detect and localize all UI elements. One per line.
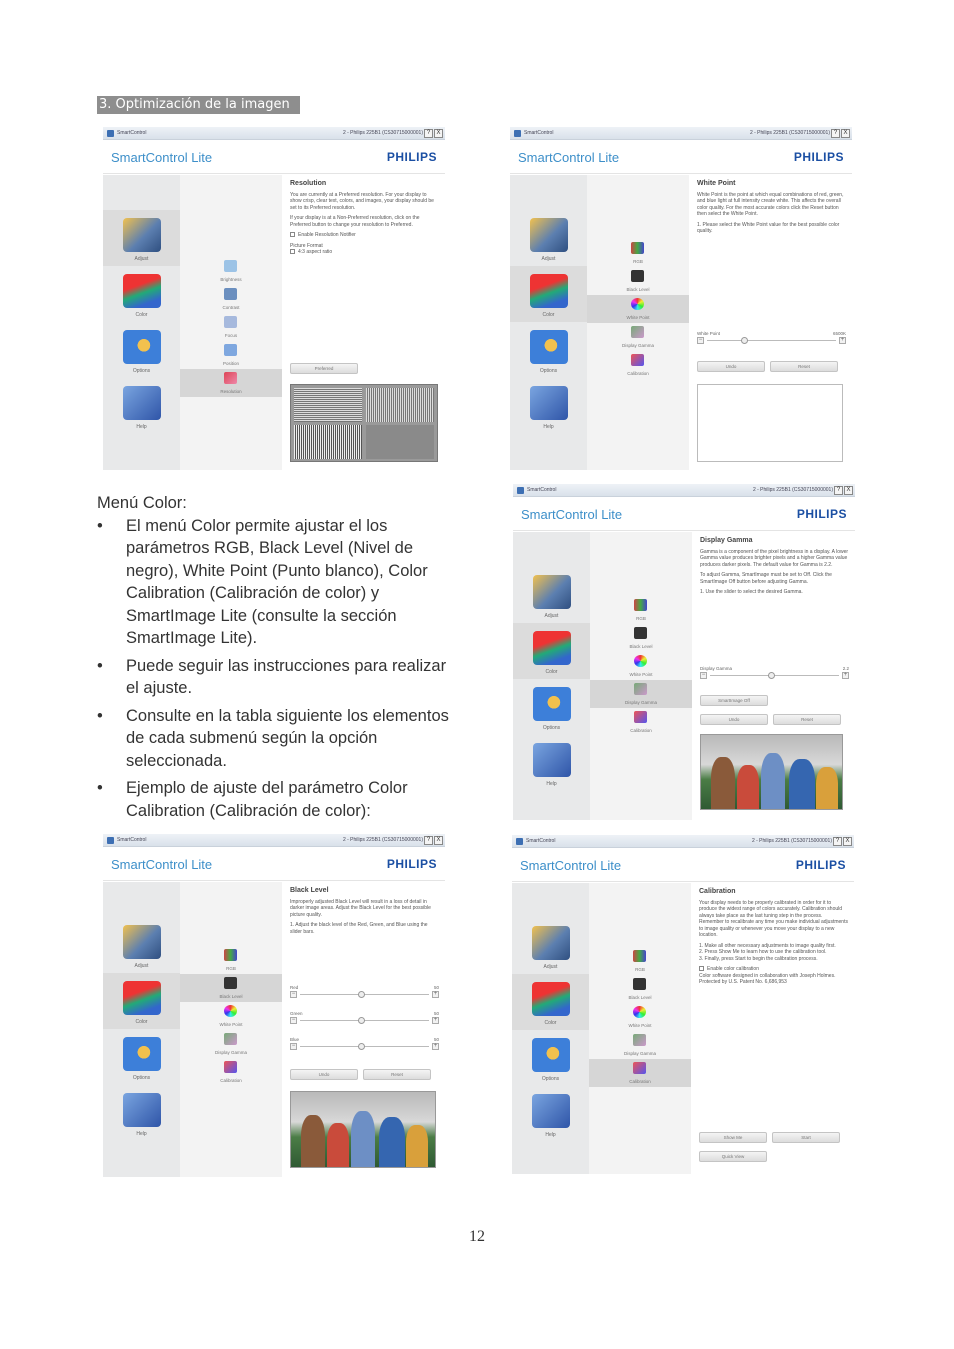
resolution-notifier-checkbox[interactable]: Enable Resolution Notifier xyxy=(290,232,439,239)
subnav-calibration[interactable]: Calibration xyxy=(587,351,689,379)
nav-item-color[interactable]: Color xyxy=(512,974,589,1030)
preferred-button[interactable]: Preferred xyxy=(290,363,358,374)
black-level-icon xyxy=(631,270,644,282)
sub-nav xyxy=(180,882,282,1177)
subnav-rgb[interactable]: RGB xyxy=(587,239,689,267)
checkbox[interactable] xyxy=(699,966,704,971)
title-bar xyxy=(510,127,852,140)
options-icon xyxy=(123,1037,161,1071)
color-icon xyxy=(123,274,161,308)
window-title: SmartControl xyxy=(117,837,147,843)
increase-button[interactable]: + xyxy=(840,337,845,343)
main-nav xyxy=(513,532,590,820)
nav-item-color[interactable]: Color xyxy=(513,623,590,679)
adjust-icon xyxy=(533,575,571,609)
panel-step: 1. Adjust the black level of the Red, Green, and Blue using the slider bars. xyxy=(290,922,428,935)
smartcontrol-window-blacklevel xyxy=(103,834,445,1177)
subnav-calibration[interactable]: Calibration xyxy=(590,708,692,736)
main-nav xyxy=(103,175,180,470)
subnav-display-gamma[interactable]: Display Gamma xyxy=(587,323,689,351)
person xyxy=(789,759,815,809)
subnav-focus[interactable]: Focus xyxy=(180,313,282,341)
app-icon xyxy=(516,838,523,845)
adjust-icon xyxy=(532,926,570,960)
white-point-icon xyxy=(634,655,647,667)
white-point-icon xyxy=(631,298,644,310)
window-title: SmartControl xyxy=(524,130,554,136)
philips-logo: PHILIPS xyxy=(793,150,844,164)
focus-icon xyxy=(224,316,237,328)
options-icon xyxy=(532,1038,570,1072)
decrease-button[interactable]: − xyxy=(291,1017,296,1023)
white-point-icon xyxy=(633,1006,646,1018)
subnav-white-point[interactable]: White Point xyxy=(587,295,689,323)
brand-name: SmartControl Lite xyxy=(111,857,213,872)
app-icon xyxy=(107,837,114,844)
person xyxy=(761,753,785,809)
rgb-icon xyxy=(631,242,644,254)
subnav-position[interactable]: Position xyxy=(180,341,282,369)
green-slider[interactable]: Green 50 − + xyxy=(290,1011,439,1023)
blue-slider[interactable]: Blue 50 − + xyxy=(290,1037,439,1049)
checkbox[interactable] xyxy=(290,249,295,254)
subnav-rgb[interactable]: RGB xyxy=(180,946,282,974)
display-gamma-icon xyxy=(631,326,644,338)
subnav-white-point[interactable]: White Point xyxy=(590,652,692,680)
display-gamma-icon xyxy=(224,1033,237,1045)
section-heading: Menú Color: xyxy=(97,494,187,512)
show-me-button[interactable]: Show Me xyxy=(699,1132,767,1143)
window-title: SmartControl xyxy=(117,130,147,136)
subnav-white-point[interactable]: White Point xyxy=(180,1002,282,1030)
close-button[interactable]: X xyxy=(434,836,443,845)
subnav-rgb[interactable]: RGB xyxy=(589,947,691,975)
nav-item-color[interactable]: Color xyxy=(510,266,587,322)
panel-title: Display Gamma xyxy=(700,537,753,544)
nav-item-help[interactable]: Help xyxy=(103,1085,180,1141)
content-panel xyxy=(697,181,846,470)
window-title: SmartControl xyxy=(526,838,556,844)
undo-button[interactable]: Undo xyxy=(290,1069,358,1080)
app-icon xyxy=(517,487,524,494)
brand-name: SmartControl Lite xyxy=(518,150,620,165)
color-icon xyxy=(530,274,568,308)
start-button[interactable]: Start xyxy=(772,1132,840,1143)
position-icon xyxy=(224,344,237,356)
panel-title: White Point xyxy=(697,180,736,187)
help-button[interactable]: ? xyxy=(424,129,433,138)
person xyxy=(711,757,735,809)
panel-text: Protected by U.S. Patent No. 6,686,953 xyxy=(699,979,787,985)
aspect-ratio-checkbox[interactable]: 4:3 aspect ratio xyxy=(290,249,439,256)
philips-logo: PHILIPS xyxy=(386,857,437,871)
close-button[interactable]: X xyxy=(843,837,852,846)
calibration-icon xyxy=(634,711,647,723)
help-icon xyxy=(532,1094,570,1128)
nav-item-options[interactable]: Options xyxy=(513,679,590,735)
picture-format-label: Picture Format xyxy=(290,242,323,249)
help-icon xyxy=(123,1093,161,1127)
brightness-icon xyxy=(224,260,237,272)
slider-knob[interactable] xyxy=(741,337,748,344)
brand-name: SmartControl Lite xyxy=(111,150,213,165)
sample-photo xyxy=(290,1091,436,1168)
smartcontrol-window-whitepoint xyxy=(510,127,852,470)
person xyxy=(737,765,759,809)
panel-text: White Point is the point at which equal combinations of red, green, and blue light at full intensity create white. This affects the overall color quality. For the most accurate colors click the Reset button then select the White Point. xyxy=(697,191,844,217)
app-header xyxy=(510,140,852,174)
nav-item-adjust[interactable]: Adjust xyxy=(103,917,180,973)
main-nav xyxy=(103,882,180,1177)
smartimage-off-button[interactable]: SmartImage Off xyxy=(700,695,768,706)
close-button[interactable]: X xyxy=(844,486,853,495)
panel-title: Resolution xyxy=(290,180,327,187)
nav-item-options[interactable]: Options xyxy=(103,322,180,378)
increase-button[interactable]: + xyxy=(433,991,438,997)
undo-button[interactable]: Undo xyxy=(700,714,768,725)
checkbox[interactable] xyxy=(290,232,295,237)
resolution-preview xyxy=(290,384,438,462)
nav-item-adjust[interactable]: Adjust xyxy=(513,567,590,623)
panel-text: Gamma is a component of the pixel brightness in a display. A lower Gamma value produces brighter pixels and a higher Gamma value produces darker pixels. The default value for Gamma is 2.2. xyxy=(700,548,849,568)
panel-step: 1. Use the slider to select the desired Gamma. xyxy=(700,589,803,595)
subnav-display-gamma[interactable]: Display Gamma xyxy=(590,680,692,708)
subnav-calibration[interactable]: Calibration xyxy=(589,1059,691,1087)
subnav-brightness[interactable]: Brightness xyxy=(180,257,282,285)
subnav-black-level[interactable]: Black Level xyxy=(587,267,689,295)
person xyxy=(301,1115,325,1167)
white-point-slider[interactable]: White Point 6500K − + xyxy=(697,331,846,343)
black-level-icon xyxy=(224,977,237,989)
subnav-display-gamma[interactable]: Display Gamma xyxy=(589,1031,691,1059)
panel-step: 1. Please select the White Point value for the best possible color quality. xyxy=(697,221,840,234)
nav-item-help[interactable]: Help xyxy=(512,1086,589,1142)
subnav-white-point[interactable]: White Point xyxy=(589,1003,691,1031)
rgb-icon xyxy=(634,599,647,611)
app-header xyxy=(512,848,854,882)
section-title: 3. Optimización de la imagen xyxy=(97,96,300,114)
window-title: SmartControl xyxy=(527,487,557,493)
white-point-icon xyxy=(224,1005,237,1017)
brand-name: SmartControl Lite xyxy=(521,507,623,522)
display-gamma-icon xyxy=(634,683,647,695)
adjust-icon xyxy=(530,218,568,252)
options-icon xyxy=(123,330,161,364)
content-panel xyxy=(290,181,439,470)
bullet-item: • Puede seguir las instrucciones para realizar el ajuste. xyxy=(97,655,462,700)
increase-button[interactable]: + xyxy=(843,672,848,678)
subnav-black-level[interactable]: Black Level xyxy=(180,974,282,1002)
smartcontrol-window-resolution xyxy=(103,127,445,470)
content-panel xyxy=(699,889,848,1174)
nav-item-color[interactable]: Color xyxy=(103,973,180,1029)
help-button[interactable]: ? xyxy=(424,836,433,845)
contrast-icon xyxy=(224,288,237,300)
panel-text: Your display needs to be properly calibrated in order for it to produce the widest range of colors accurately. Calibration should always take place as the last tuning step in the process. Remember to recalibrate any time you make individual adjustments to image quality or whenever you move your display to a new location. xyxy=(699,899,848,938)
nav-item-options[interactable]: Options xyxy=(510,322,587,378)
person xyxy=(351,1111,375,1167)
preview-pattern xyxy=(366,388,434,422)
close-button[interactable]: X xyxy=(434,129,443,138)
resolution-icon xyxy=(224,372,237,384)
panel-text: Color software designed in collaboration with Joseph Holmes. xyxy=(699,972,836,979)
title-bar xyxy=(103,834,445,847)
title-bar xyxy=(103,127,445,140)
person xyxy=(379,1117,405,1167)
title-bar xyxy=(513,484,855,497)
panel-text: Improperly adjusted Black Level will result in a loss of detail in darker image areas. Adjust the Black Level for the best possible picture quality. xyxy=(290,898,431,918)
options-icon xyxy=(530,330,568,364)
slider-knob[interactable] xyxy=(358,1043,365,1050)
panel-title: Calibration xyxy=(699,888,736,895)
monitor-id: 2 - Philips 225B1 (CS30715000001) xyxy=(752,487,833,493)
slider-track[interactable] xyxy=(707,340,836,341)
enable-calibration-checkbox[interactable]: Enable color calibration xyxy=(699,966,848,973)
preview-pattern xyxy=(294,388,362,422)
person xyxy=(816,767,838,809)
sub-nav xyxy=(180,175,282,470)
main-nav xyxy=(512,883,589,1174)
panel-step: 1. Make all other necessary adjustments to image quality first. xyxy=(699,942,836,949)
smartcontrol-window-gamma xyxy=(513,484,855,820)
decrease-button[interactable]: − xyxy=(698,337,703,343)
panel-step: 2. Press Show Me to learn how to use the calibration tool. xyxy=(699,949,827,955)
slider-knob[interactable] xyxy=(358,1017,365,1024)
panel-text: To adjust Gamma, SmartImage must be set to Off. Click the SmartImage Off button before adjusting Gamma. xyxy=(700,572,832,585)
slider-knob[interactable] xyxy=(358,991,365,998)
title-bar xyxy=(512,835,854,848)
slider-knob[interactable] xyxy=(768,672,775,679)
color-icon xyxy=(123,981,161,1015)
nav-item-adjust[interactable]: Adjust xyxy=(103,210,180,266)
increase-button[interactable]: + xyxy=(433,1043,438,1049)
app-icon xyxy=(107,130,114,137)
monitor-id: 2 - Philips 225B1 (CS30715000001) xyxy=(342,130,423,136)
color-preview-box xyxy=(697,384,843,462)
help-button[interactable]: ? xyxy=(833,837,842,846)
monitor-id: 2 - Philips 225B1 (CS30715000001) xyxy=(751,838,832,844)
quick-view-button[interactable]: Quick View xyxy=(699,1151,767,1162)
calibration-icon xyxy=(631,354,644,366)
reset-button[interactable]: Reset xyxy=(773,714,841,725)
nav-item-adjust[interactable]: Adjust xyxy=(510,210,587,266)
monitor-id: 2 - Philips 225B1 (CS30715000001) xyxy=(749,130,830,136)
subnav-resolution[interactable]: Resolution xyxy=(180,369,282,397)
panel-text: If your display is at a Non-Preferred resolution, click on the Preferred button to change your resolution to Preferred. xyxy=(290,215,420,228)
subnav-calibration[interactable]: Calibration xyxy=(180,1058,282,1086)
panel-step: 3. Finally, press Start to begin the calibration process. xyxy=(699,955,818,962)
sub-nav xyxy=(587,175,689,470)
person xyxy=(406,1125,428,1167)
red-slider[interactable]: Red 50 − + xyxy=(290,985,439,997)
content-panel xyxy=(290,888,439,1177)
person xyxy=(327,1123,349,1167)
nav-item-help[interactable]: Help xyxy=(510,378,587,434)
reset-button[interactable]: Reset xyxy=(363,1069,431,1080)
philips-logo: PHILIPS xyxy=(386,150,437,164)
increase-button[interactable]: + xyxy=(433,1017,438,1023)
preview-pattern xyxy=(366,425,434,459)
help-button[interactable]: ? xyxy=(834,486,843,495)
content-panel xyxy=(700,538,849,820)
decrease-button[interactable]: − xyxy=(701,672,706,678)
rgb-icon xyxy=(224,949,237,961)
app-icon xyxy=(514,130,521,137)
decrease-button[interactable]: − xyxy=(291,991,296,997)
brand-name: SmartControl Lite xyxy=(520,858,622,873)
nav-item-adjust[interactable]: Adjust xyxy=(512,918,589,974)
decrease-button[interactable]: − xyxy=(291,1043,296,1049)
color-icon xyxy=(532,982,570,1016)
preview-pattern xyxy=(294,425,362,459)
subnav-black-level[interactable]: Black Level xyxy=(590,624,692,652)
subnav-black-level[interactable]: Black Level xyxy=(589,975,691,1003)
app-header xyxy=(103,140,445,174)
philips-logo: PHILIPS xyxy=(796,507,847,521)
sample-photo xyxy=(700,734,843,810)
undo-button[interactable]: Undo xyxy=(697,361,765,372)
subnav-rgb[interactable]: RGB xyxy=(590,596,692,624)
sub-nav xyxy=(589,883,691,1174)
bullet-item: • Consulte en la tabla siguiente los elementos de cada submenú según la opción seleccionada. xyxy=(97,705,462,773)
panel-title: Black Level xyxy=(290,887,329,894)
subnav-display-gamma[interactable]: Display Gamma xyxy=(180,1030,282,1058)
display-gamma-slider[interactable]: Display Gamma 2.2 − + xyxy=(700,666,849,678)
calibration-icon xyxy=(633,1062,646,1074)
nav-item-options[interactable]: Options xyxy=(103,1029,180,1085)
adjust-icon xyxy=(123,925,161,959)
adjust-icon xyxy=(123,218,161,252)
bullet-item: • Ejemplo de ajuste del parámetro Color Calibration (Calibración de color): xyxy=(97,777,462,822)
help-icon xyxy=(530,386,568,420)
main-nav xyxy=(510,175,587,470)
panel-text: You are currently at a Preferred resolution. For your display to show crisp, clear text, colors, and images, your display should be set to its Preferred resolution. xyxy=(290,191,434,211)
body-text xyxy=(97,492,462,827)
close-button[interactable]: X xyxy=(841,129,850,138)
reset-button[interactable]: Reset xyxy=(770,361,838,372)
black-level-icon xyxy=(634,627,647,639)
nav-item-options[interactable]: Options xyxy=(512,1030,589,1086)
black-level-icon xyxy=(633,978,646,990)
color-icon xyxy=(533,631,571,665)
app-header xyxy=(103,847,445,881)
smartcontrol-window-calibration xyxy=(512,835,854,1174)
display-gamma-icon xyxy=(633,1034,646,1046)
nav-item-help[interactable]: Help xyxy=(103,378,180,434)
bullet-item: • El menú Color permite ajustar el los parámetros RGB, Black Level (Nivel de negro), White Point (Punto blanco), Color Calibration (Calibración de color) y SmartImage Lite (consulte la sección SmartImage Lite). xyxy=(97,515,462,650)
rgb-icon xyxy=(633,950,646,962)
help-icon xyxy=(123,386,161,420)
page-number: 12 xyxy=(469,1228,485,1245)
sub-nav xyxy=(590,532,692,820)
help-button[interactable]: ? xyxy=(831,129,840,138)
options-icon xyxy=(533,687,571,721)
philips-logo: PHILIPS xyxy=(795,858,846,872)
nav-item-help[interactable]: Help xyxy=(513,735,590,791)
help-icon xyxy=(533,743,571,777)
app-header xyxy=(513,497,855,531)
subnav-contrast[interactable]: Contrast xyxy=(180,285,282,313)
nav-item-color[interactable]: Color xyxy=(103,266,180,322)
calibration-icon xyxy=(224,1061,237,1073)
monitor-id: 2 - Philips 225B1 (CS30715000001) xyxy=(342,837,423,843)
